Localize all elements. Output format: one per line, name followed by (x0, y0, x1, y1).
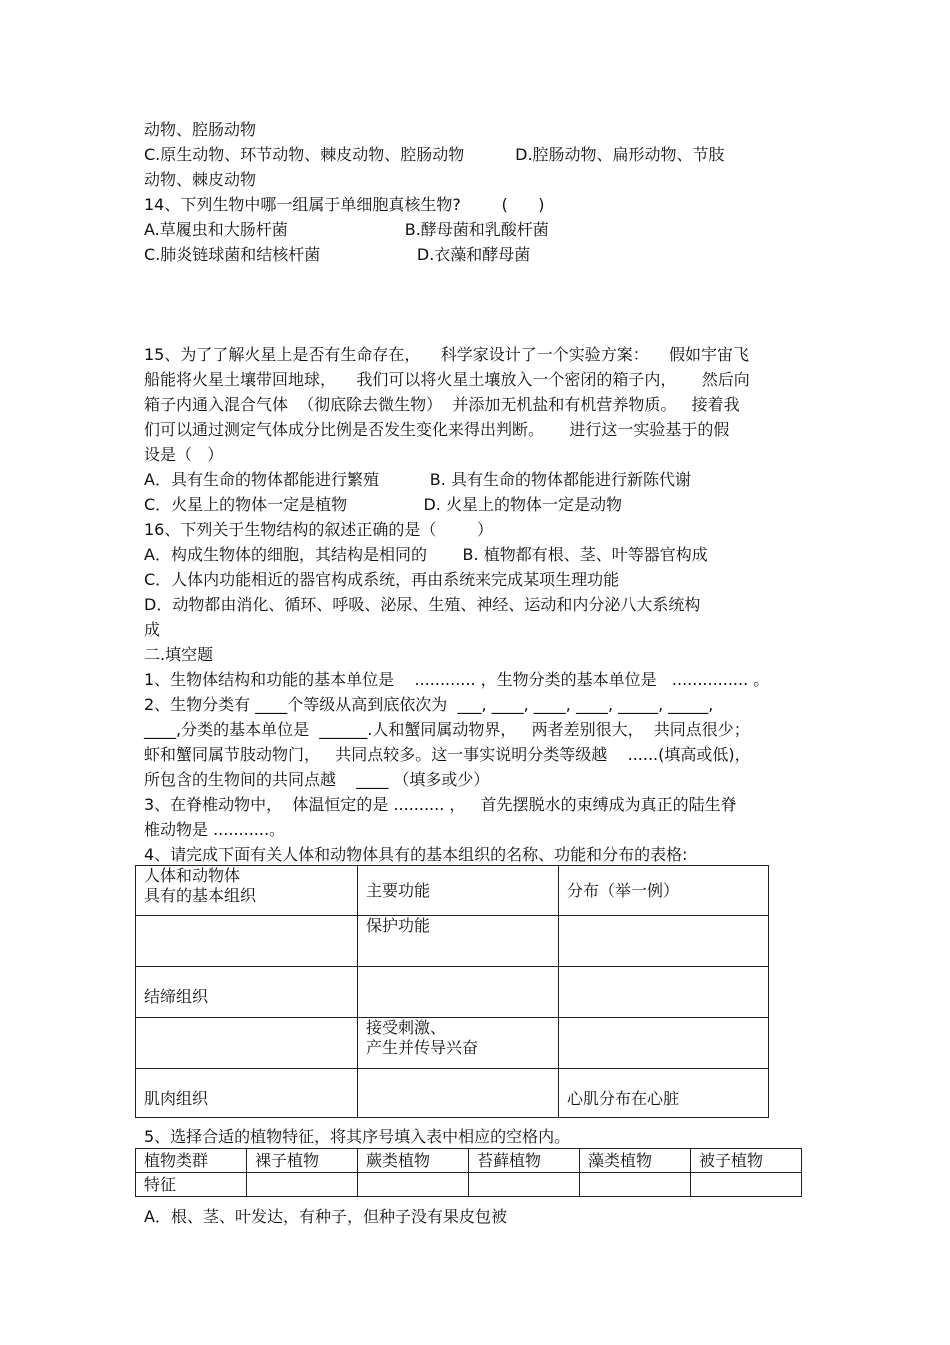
plant-table-header: 被子植物 (691, 1149, 802, 1173)
tissue-table-cell: 保护功能 (358, 916, 559, 967)
tissue-table-cell[interactable] (136, 1018, 358, 1069)
tissue-table-header-tissue: 人体和动物体 具有的基本组织 (136, 866, 358, 916)
tissue-table-cell[interactable] (136, 916, 358, 967)
text-line: 成 (144, 620, 161, 639)
plant-table-cell[interactable] (469, 1173, 580, 1197)
plant-table-header: 植物类群 (136, 1149, 247, 1173)
text-line: 虾和蟹同属节肢动物门， 共同点较多。这一事实说明分类等级越 ......(填高或低)， (144, 745, 751, 764)
tissue-table-cell[interactable] (358, 967, 559, 1018)
plant-table-header: 蕨类植物 (358, 1149, 469, 1173)
tissue-table (135, 865, 769, 1118)
text-line: 动物、棘皮动物 (144, 170, 257, 189)
text-line: ____,分类的基本单位是 ______.人和蟹同属动物界， 两者差别很大， 共同点很少； (144, 720, 750, 739)
text-line: 5、选择合适的植物特征，将其序号填入表中相应的空格内。 (144, 1127, 571, 1146)
plant-table-cell[interactable] (247, 1173, 358, 1197)
plant-table-header: 裸子植物 (247, 1149, 358, 1173)
text-line: A.草履虫和大肠杆菌 B.酵母菌和乳酸杆菌 (144, 220, 549, 239)
text-line: 4、请完成下面有关人体和动物体具有的基本组织的名称、功能和分布的表格: (144, 845, 688, 864)
text-line: 14、下列生物中哪一组属于单细胞真核生物? ( ) (144, 195, 545, 214)
text-line: C.肺炎链球菌和结核杆菌 D.衣藻和酵母菌 (144, 245, 531, 264)
tissue-table-cell: 肌肉组织 (136, 1069, 358, 1118)
tissue-table-header-function: 主要功能 (358, 866, 559, 916)
tissue-table-cell: 心肌分布在心脏 (559, 1069, 769, 1118)
text-line: 二.填空题 (144, 645, 214, 664)
plant-table-header: 苔藓植物 (469, 1149, 580, 1173)
tissue-table-cell: 接受刺激、 产生并传导兴奋 (358, 1018, 559, 1069)
text-line: 3、在脊椎动物中， 体温恒定的是 .......... ， 首先摆脱水的束缚成为真正的陆生脊 (144, 795, 737, 814)
plant-table-cell[interactable] (358, 1173, 469, 1197)
text-line: 2、生物分类有 ____个等级从高到底依次为 ___, ____, ____, ____, _____, _____, (144, 695, 714, 714)
plant-table-cell[interactable] (580, 1173, 691, 1197)
plant-table-header: 藻类植物 (580, 1149, 691, 1173)
text-line: 所包含的生物间的共同点越 ____ （填多或少） (144, 770, 490, 789)
text-line: 设是（ ） (144, 445, 224, 464)
tissue-table-cell[interactable] (358, 1069, 559, 1118)
plant-table-cell[interactable] (691, 1173, 802, 1197)
text-line: 椎动物是 ...........。 (144, 820, 286, 839)
text-line: C．火星上的物体一定是植物 D. 火星上的物体一定是动物 (144, 495, 622, 514)
plant-table-row-label: 特征 (136, 1173, 247, 1197)
tissue-table-cell[interactable] (559, 916, 769, 967)
text-line: 16、下列关于生物结构的叙述正确的是（ ） (144, 520, 494, 539)
text-line: A．具有生命的物体都能进行繁殖 B. 具有生命的物体都能进行新陈代谢 (144, 470, 691, 489)
tissue-table-cell: 结缔组织 (136, 967, 358, 1018)
text-line: C.原生动物、环节动物、棘皮动物、腔肠动物 D.腔肠动物、扁形动物、节肢 (144, 145, 725, 164)
text-line: 1、生物体结构和功能的基本单位是 ............ ，生物分类的基本单位是 ............... 。 (144, 670, 770, 689)
tissue-table-header-distribution: 分布（举一例） (559, 866, 769, 916)
text-line: 箱子内通入混合气体 （彻底除去微生物） 并添加无机盐和有机营养物质。 接着我 (144, 395, 740, 414)
tissue-table-cell[interactable] (559, 1018, 769, 1069)
tissue-table-cell[interactable] (559, 967, 769, 1018)
text-line: 们可以通过测定气体成分比例是否发生变化来得出判断。 进行这一实验基于的假 (144, 420, 730, 439)
text-line: 动物、腔肠动物 (144, 120, 257, 139)
text-line: 船能将火星土壤带回地球， 我们可以将火星土壤放入一个密闭的箱子内， 然后向 (144, 370, 750, 389)
text-line: D．动物都由消化、循环、呼吸、泌尿、生殖、神经、运动和内分泌八大系统构 (144, 595, 701, 614)
text-line: 15、为了了解火星上是否有生命存在， 科学家设计了一个实验方案： 假如宇宙飞 (144, 345, 750, 364)
plant-table (135, 1148, 802, 1197)
text-line: A．根、茎、叶发达，有种子，但种子没有果皮包被 (144, 1207, 507, 1226)
text-line: C．人体内功能相近的器官构成系统，再由系统来完成某项生理功能 (144, 570, 620, 589)
text-line: A．构成生物体的细胞，其结构是相同的 B. 植物都有根、茎、叶等器官构成 (144, 545, 708, 564)
